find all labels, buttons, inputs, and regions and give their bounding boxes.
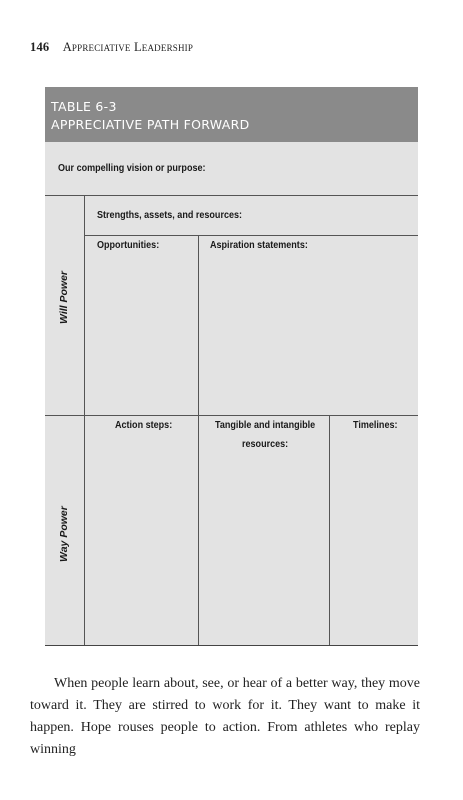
table-appreciative-path-forward bbox=[45, 87, 418, 646]
opportunities-label: Opportunities: bbox=[97, 239, 160, 251]
action-steps-label: Action steps: bbox=[115, 419, 173, 431]
tangible-label-line1: Tangible and intangible bbox=[215, 419, 316, 431]
table-header bbox=[45, 87, 418, 142]
timelines-label: Timelines: bbox=[353, 419, 398, 431]
book-title: Appreciative Leadership bbox=[62, 40, 194, 54]
body-text bbox=[30, 673, 420, 761]
divider bbox=[329, 415, 330, 645]
page-number: 146 bbox=[30, 40, 50, 54]
divider bbox=[84, 195, 85, 645]
tangible-label-line2: resources: bbox=[242, 438, 289, 450]
will-power-label: Will Power bbox=[58, 271, 70, 324]
divider bbox=[85, 235, 418, 236]
divider bbox=[45, 195, 418, 196]
divider bbox=[45, 415, 418, 416]
way-power-label: Way Power bbox=[58, 506, 70, 562]
aspiration-label: Aspiration statements: bbox=[210, 239, 308, 251]
strengths-label: Strengths, assets, and resources: bbox=[97, 209, 243, 221]
paragraph: When people learn about, see, or hear of a better way, they move toward it. They are stirred to work for it. They want to make it happen. Hope rouses people to action. From athletes who replay winning bbox=[30, 676, 420, 757]
divider bbox=[198, 235, 199, 645]
table-title: APPRECIATIVE PATH FORWARD bbox=[51, 117, 250, 132]
table-number: TABLE 6-3 bbox=[51, 99, 117, 114]
running-head bbox=[30, 40, 193, 55]
vision-label: Our compelling vision or purpose: bbox=[58, 162, 206, 174]
